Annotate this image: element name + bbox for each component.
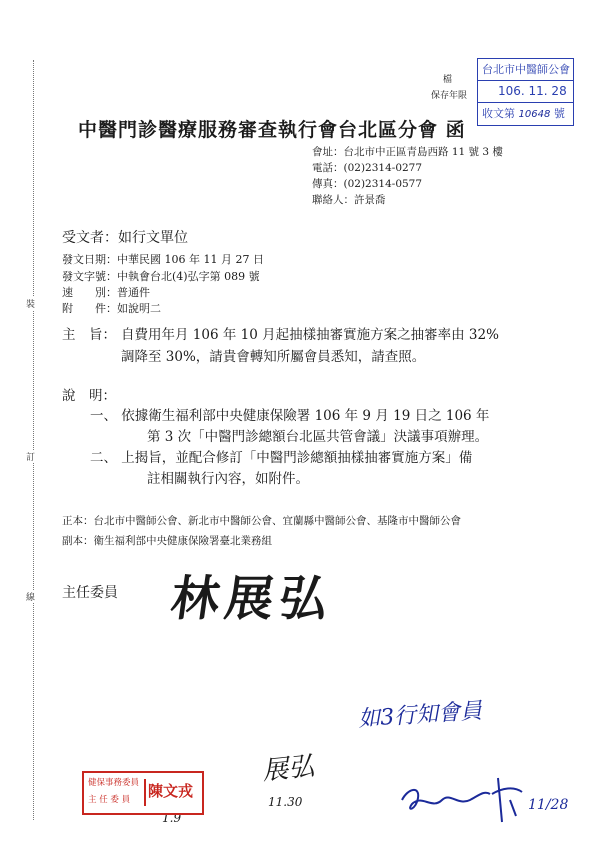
explanation-label: 說 明： bbox=[62, 388, 116, 404]
binding-mark-middle: 訂 bbox=[26, 450, 35, 463]
binding-line bbox=[33, 60, 36, 820]
handwritten-scribble-signature bbox=[398, 770, 548, 830]
document-number: 發文字號：中執會台北(4)弘字第 089 號 bbox=[62, 270, 260, 283]
recipient-line: 受文者：如行文單位 bbox=[62, 230, 188, 246]
receipt-stamp-number-label: 收文第 bbox=[482, 107, 515, 120]
retention-label: 保存年限 bbox=[431, 91, 468, 101]
receipt-stamp-org: 台北市中醫師公會 bbox=[478, 59, 573, 81]
red-stamp-line-2: 主 任 委 員 bbox=[88, 795, 131, 805]
subject-line-2: 調降至 30%，請貴會轉知所屬會員悉知，請查照。 bbox=[121, 349, 426, 365]
official-red-stamp bbox=[82, 771, 204, 815]
subject-label: 主 旨： bbox=[62, 327, 116, 343]
handwritten-date-left: 1.9 bbox=[162, 811, 182, 825]
receipt-stamp bbox=[477, 58, 574, 126]
explanation-item-2-line-1: 二、 上揭旨，並配合修訂「中醫門診總額抽樣抽審實施方案」備 bbox=[90, 450, 473, 466]
handwritten-signature-mid: 展弘 bbox=[260, 751, 316, 787]
document-title: 中醫門診醫療服務審查執行會台北區分會 函 bbox=[78, 119, 466, 141]
receipt-stamp-date: 106. 11. 28 bbox=[478, 81, 573, 103]
receipt-stamp-number bbox=[478, 103, 573, 124]
red-stamp-name: 陳文戎 bbox=[148, 782, 194, 800]
handwritten-date-mid: 11.30 bbox=[268, 795, 303, 809]
explanation-item-2-line-2: 註相關執行內容，如附件。 bbox=[147, 471, 309, 487]
chair-title: 主任委員 bbox=[62, 585, 118, 601]
binding-mark-top: 裝 bbox=[26, 297, 35, 310]
chair-name-seal: 林展弘 bbox=[167, 571, 338, 627]
archive-label: 檔 bbox=[443, 75, 453, 85]
org-contact: 聯絡人：許景喬 bbox=[312, 194, 386, 206]
handwritten-date-right: 11/28 bbox=[528, 797, 569, 813]
issue-date: 發文日期：中華民國 106 年 11 月 27 日 bbox=[62, 253, 264, 266]
cc-recipients: 副本：衛生福利部中央健康保險署臺北業務組 bbox=[62, 535, 272, 547]
delivery-speed: 速 別：普通件 bbox=[62, 286, 150, 299]
org-address: 會址：台北市中正區青島西路 11 號 3 樓 bbox=[312, 146, 503, 158]
red-stamp-divider bbox=[144, 779, 146, 806]
red-stamp-line-1: 健保事務委員 bbox=[88, 778, 140, 788]
attachment-line: 附 件：如說明二 bbox=[62, 302, 161, 315]
handwritten-note-right: 如3行知會員 bbox=[357, 698, 483, 733]
explanation-item-1-line-1: 一、 依據衛生福利部中央健康保險署 106 年 9 月 19 日之 106 年 bbox=[90, 408, 490, 424]
subject-line-1: 自費用年月 106 年 10 月起抽樣抽審實施方案之抽審率由 32% bbox=[121, 327, 499, 343]
org-fax: 傳真：(02)2314-0577 bbox=[312, 178, 423, 190]
binding-mark-bottom: 線 bbox=[26, 590, 35, 603]
explanation-item-1-line-2: 第 3 次「中醫門診總額台北區共管會議」決議事項辦理。 bbox=[147, 429, 489, 445]
receipt-stamp-number-suffix: 號 bbox=[553, 107, 565, 120]
org-phone: 電話：(02)2314-0277 bbox=[312, 162, 423, 174]
receipt-stamp-number-value: 10648 bbox=[518, 109, 551, 120]
main-copy-recipients: 正本：台北市中醫師公會、新北市中醫師公會、宜蘭縣中醫師公會、基隆市中醫師公會 bbox=[62, 515, 461, 527]
